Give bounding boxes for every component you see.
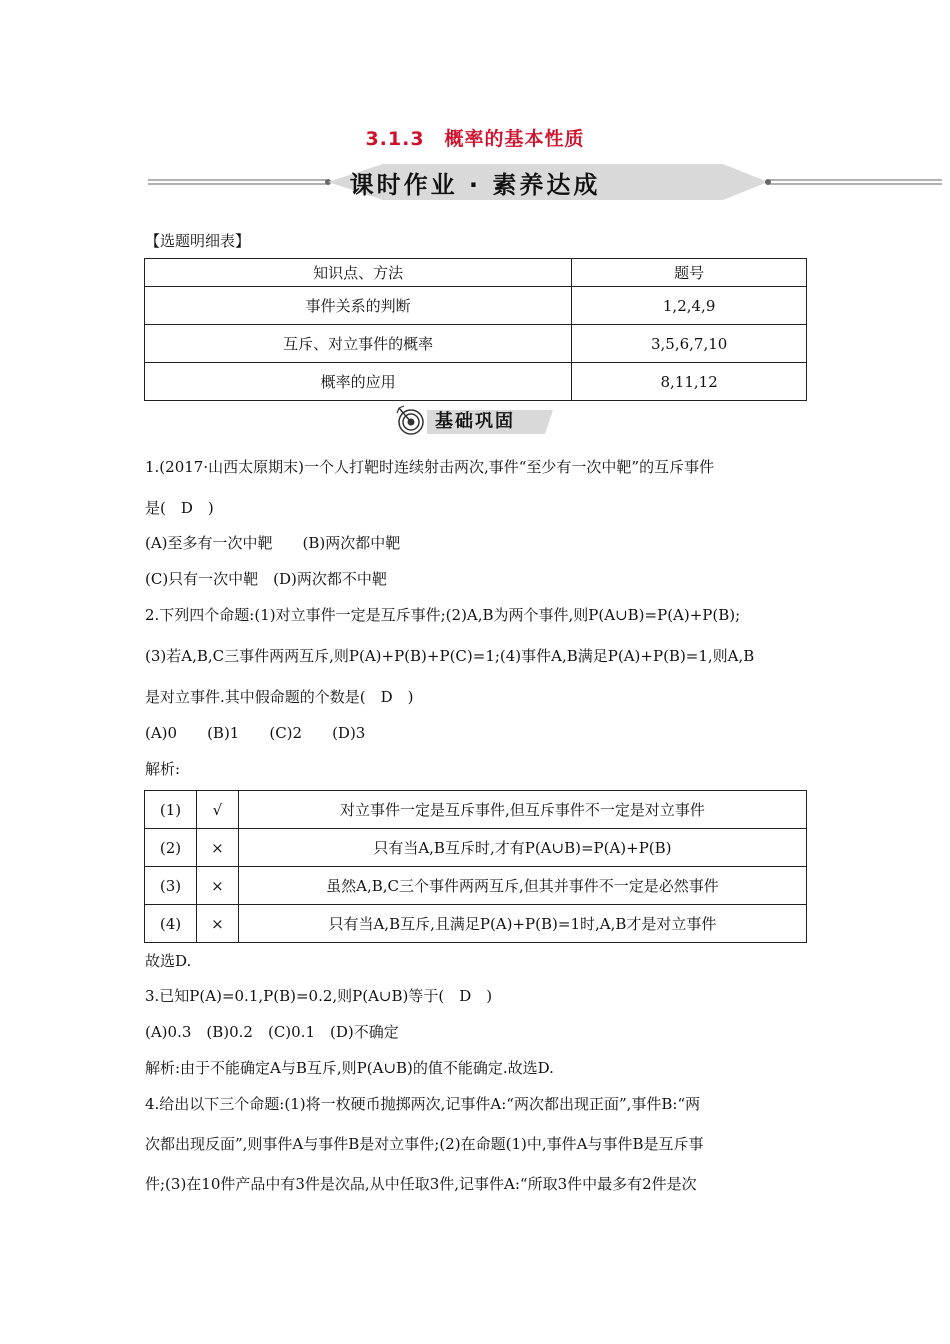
- q2-stem-end: 是对立事件.其中假命题的个数是( D ): [145, 688, 414, 706]
- q2-stem-cont: (3)若A,B,C三事件两两互斥,则P(A)+P(B)+P(C)=1;(4)事件A,B满足P(A)+P(B)=1,则A,B: [145, 647, 755, 665]
- q1-stem: 1.(2017·山西太原期末)一个人打靶时连续射击两次,事件“至少有一次中靶”的互斥事件: [145, 458, 715, 476]
- table-cell: 8,11,12: [572, 363, 807, 401]
- table-row: [145, 287, 807, 325]
- q3-analysis: 解析:由于不能确定A与B互斥,则P(A∪B)的值不能确定.故选D.: [145, 1059, 554, 1077]
- header-cell: 题号: [572, 259, 807, 287]
- page-title: 3.1.3 概率的基本性质: [365, 128, 585, 150]
- detail-table: [144, 258, 807, 401]
- table-cell: 只有当A,B互斥时,才有P(A∪B)=P(A)+P(B): [238, 829, 806, 867]
- table-row: [145, 325, 807, 363]
- table-cell: 3,5,6,7,10: [572, 325, 807, 363]
- table-cell: 虽然A,B,C三个事件两两互斥,但其并事件不一定是必然事件: [238, 867, 806, 905]
- analysis-table: [144, 790, 807, 943]
- q2-options: (A)0 (B)1 (C)2 (D)3: [145, 724, 366, 742]
- table-cell: 只有当A,B互斥,且满足P(A)+P(B)=1时,A,B才是对立事件: [238, 905, 806, 943]
- table-cell: √: [196, 791, 238, 829]
- table-cell: 互斥、对立事件的概率: [145, 325, 572, 363]
- table-cell: (2): [145, 829, 197, 867]
- table-cell: 1,2,4,9: [572, 287, 807, 325]
- table-cell: 对立事件一定是互斥事件,但互斥事件不一定是对立事件: [238, 791, 806, 829]
- q2-analysis-label: 解析:: [145, 760, 181, 778]
- q1-options-cd: (C)只有一次中靶 (D)两次都不中靶: [145, 570, 387, 588]
- table-row: [145, 829, 807, 867]
- table-row: [145, 791, 807, 829]
- table-cell: 事件关系的判断: [145, 287, 572, 325]
- detail-label: 【选题明细表】: [145, 232, 251, 250]
- table-cell: (4): [145, 905, 197, 943]
- table-cell: 概率的应用: [145, 363, 572, 401]
- table-cell: ×: [196, 905, 238, 943]
- table-cell: (3): [145, 867, 197, 905]
- q1-stem-cont: 是( D ): [145, 499, 214, 517]
- section-title: 基础巩固: [435, 411, 515, 432]
- table-cell: ×: [196, 867, 238, 905]
- header-cell: 知识点、方法: [145, 259, 572, 287]
- table-cell: (1): [145, 791, 197, 829]
- q3-stem: 3.已知P(A)=0.1,P(B)=0.2,则P(A∪B)等于( D ): [145, 987, 493, 1005]
- table-row: [145, 363, 807, 401]
- q4-stem-end: 件;(3)在10件产品中有3件是次品,从中任取3件,记事件A:“所取3件中最多有2件是次: [145, 1175, 697, 1193]
- table-row: [145, 867, 807, 905]
- q4-stem: 4.给出以下三个命题:(1)将一枚硬币抛掷两次,记事件A:“两次都出现正面”,事件B:“两: [145, 1095, 701, 1113]
- table-header-row: [145, 259, 807, 287]
- table-row: [145, 905, 807, 943]
- table-cell: ×: [196, 829, 238, 867]
- q2-stem: 2.下列四个命题:(1)对立事件一定是互斥事件;(2)A,B为两个事件,则P(A∪B)=P(A)+P(B);: [145, 606, 741, 624]
- q3-options: (A)0.3 (B)0.2 (C)0.1 (D)不确定: [145, 1023, 399, 1041]
- q1-options-ab: (A)至多有一次中靶 (B)两次都中靶: [145, 534, 401, 552]
- q2-conclusion: 故选D.: [145, 952, 192, 970]
- q4-stem-cont: 次都出现反面”,则事件A与事件B是对立事件;(2)在命题(1)中,事件A与事件B是互斥事: [145, 1135, 704, 1153]
- banner-title: 课时作业 · 素养达成: [349, 171, 601, 199]
